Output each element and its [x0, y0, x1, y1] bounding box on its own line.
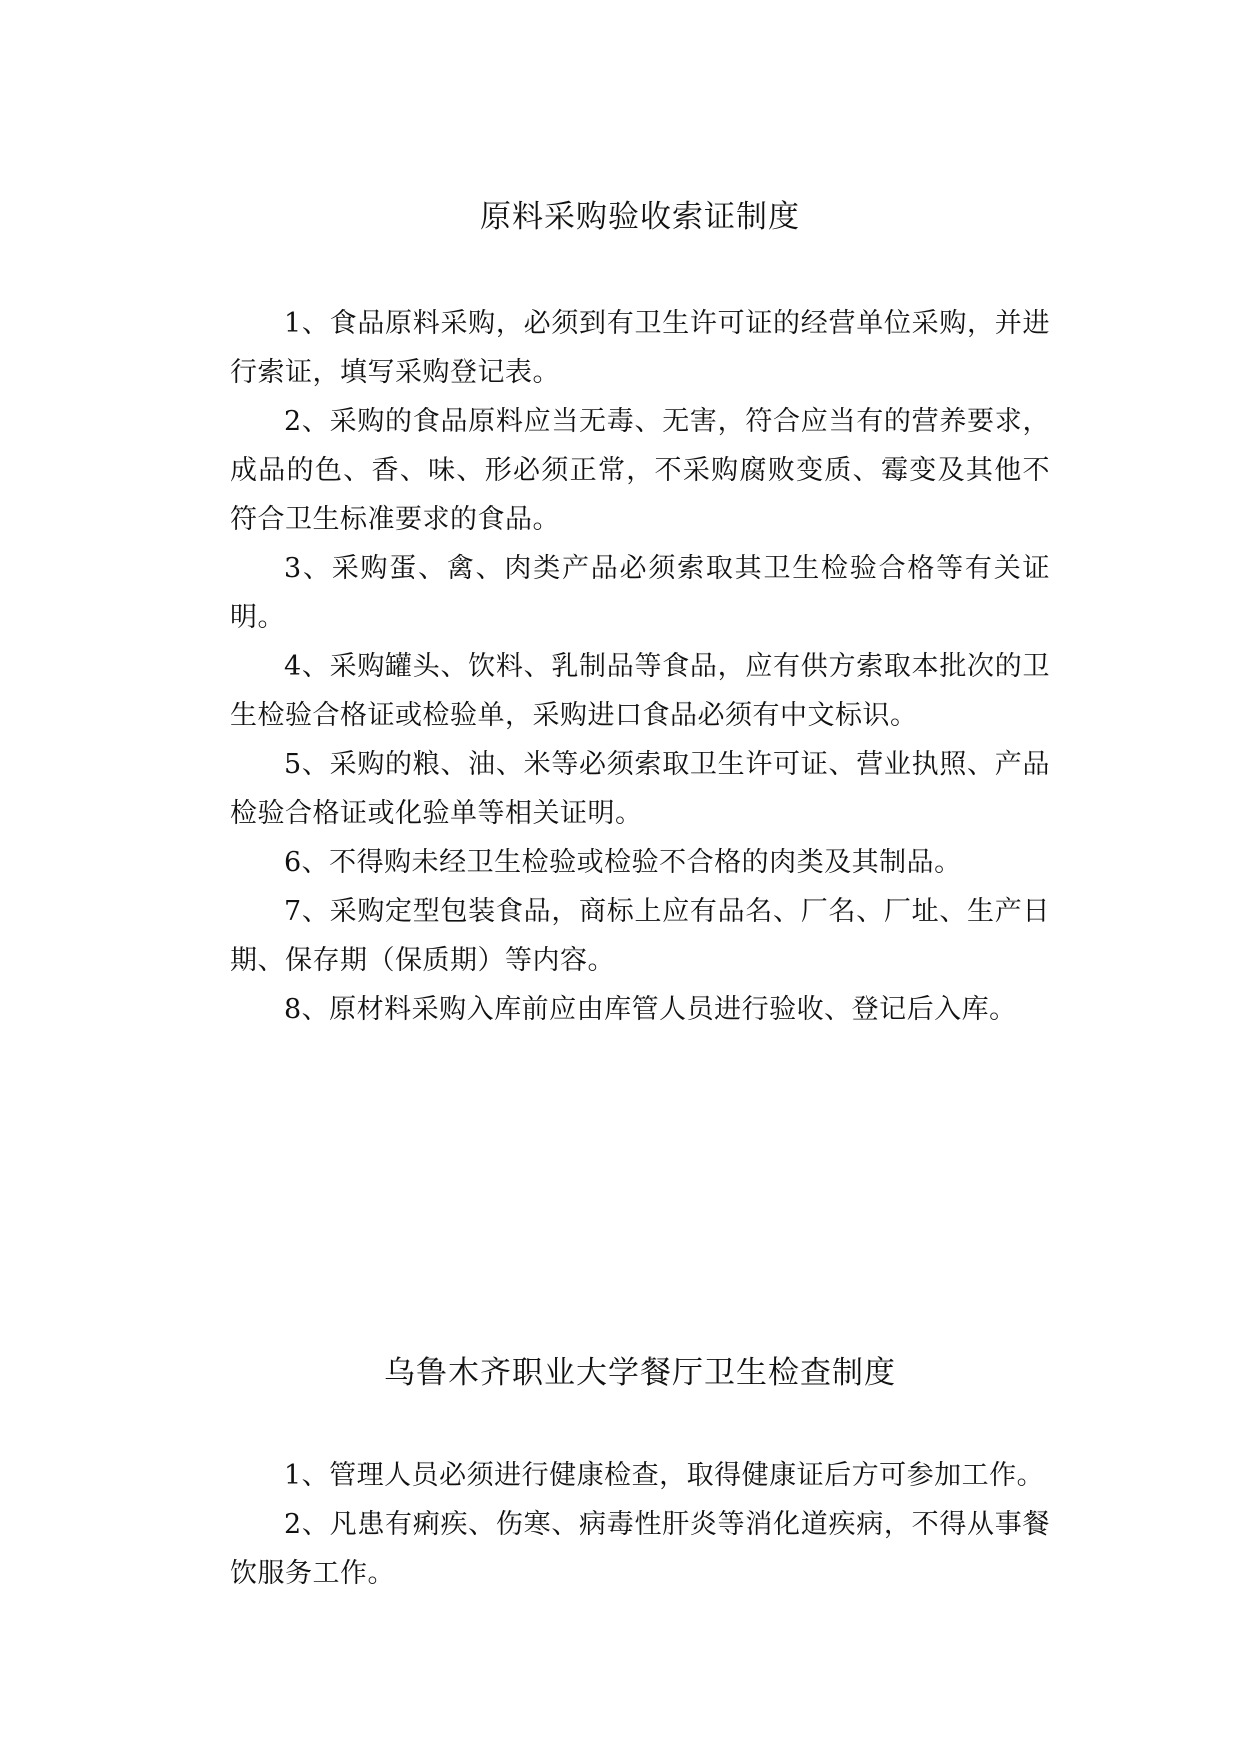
- policy-item: 8、原材料采购入库前应由库管人员进行验收、登记后入库。: [284, 994, 1017, 1025]
- procurement-policy-section: [230, 197, 1050, 1034]
- policy-item: 5、采购的粮、油、米等必须索取卫生许可证、营业执照、产品检验合格证或化验单等相关证明。: [230, 749, 1050, 829]
- policy-item: 2、凡患有痢疾、伤寒、病毒性肝炎等消化道疾病，不得从事餐饮服务工作。: [230, 1509, 1050, 1589]
- policy-item: 6、不得购未经卫生检验或检验不合格的肉类及其制品。: [284, 847, 962, 878]
- policy-item: 2、采购的食品原料应当无毒、无害，符合应当有的营养要求，成品的色、香、味、形必须正常，不采购腐败变质、霉变及其他不符合卫生标准要求的食品。: [230, 406, 1050, 535]
- policy-item: 1、食品原料采购，必须到有卫生许可证的经营单位采购，并进行索证，填写采购登记表。: [230, 308, 1050, 388]
- policy-item: 3、采购蛋、禽、肉类产品必须索取其卫生检验合格等有关证明。: [230, 553, 1050, 633]
- policy-item: 1、管理人员必须进行健康检查，取得健康证后方可参加工作。: [284, 1460, 1045, 1491]
- policy-item: 7、采购定型包装食品，商标上应有品名、厂名、厂址、生产日期、保存期（保质期）等内容。: [230, 896, 1050, 976]
- section-title: 原料采购验收索证制度: [480, 199, 800, 235]
- hygiene-inspection-section: [230, 1353, 1050, 1598]
- policy-item: 4、采购罐头、饮料、乳制品等食品，应有供方索取本批次的卫生检验合格证或检验单，采购进口食品必须有中文标识。: [230, 651, 1050, 731]
- section-title: 乌鲁木齐职业大学餐厅卫生检查制度: [384, 1355, 896, 1391]
